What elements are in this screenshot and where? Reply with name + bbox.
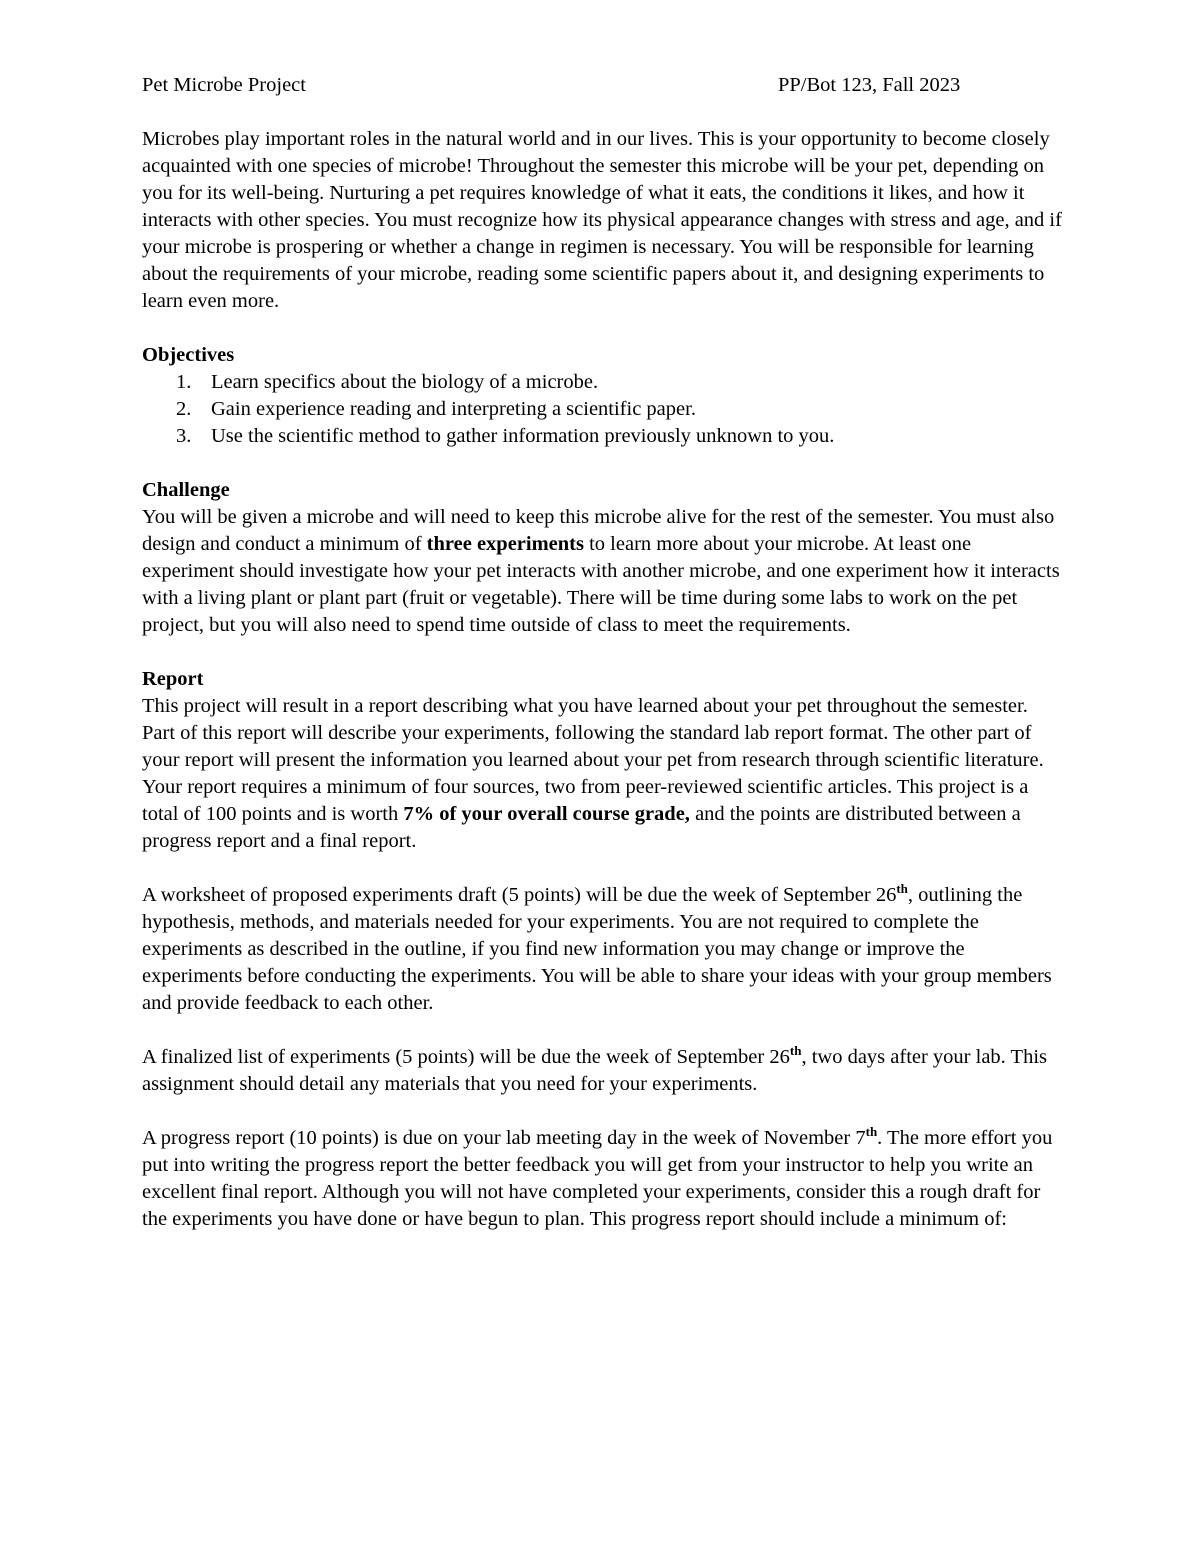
list-item-number: 2. (176, 398, 192, 420)
worksheet-text-before: A worksheet of proposed experiments draft (5 points) will be due the week of September 26 (142, 884, 897, 906)
list-item-text: Gain experience reading and interpreting a scientific paper. (211, 398, 696, 420)
worksheet-text-after: , outlining the hypothesis, methods, and materials needed for your experiments. You are not required to complete the experiments as described in the outline, if you find new information you may change or improve the experiments before conducting the experiments. You will be able to share your ideas with your group members and provide feedback to each other. (142, 884, 1052, 1014)
list-item-number: 1. (176, 371, 192, 393)
document-page (142, 72, 1062, 1260)
progress-report-paragraph (142, 1125, 1062, 1233)
worksheet-paragraph (142, 882, 1062, 1017)
challenge-text-after: to learn more about your microbe. At least one experiment should investigate how your pet interacts with another microbe, and one experiment how it interacts with a living plant or plant part (fruit or vegetable). There will be time during some labs to work on the pet project, but you will also need to spend time outside of class to meet the requirements. (142, 533, 1060, 636)
header-project-title: Pet Microbe Project (142, 74, 306, 96)
objectives-list (142, 369, 1062, 450)
report-heading: Report (142, 668, 204, 690)
challenge-heading: Challenge (142, 479, 230, 501)
header-course-term: PP/Bot 123, Fall 2023 (778, 74, 961, 96)
challenge-bold-text: three experiments (426, 533, 584, 555)
challenge-section (142, 477, 1062, 639)
list-item (142, 423, 1062, 450)
list-item-text: Learn specifics about the biology of a microbe. (211, 371, 599, 393)
report-paragraph (142, 693, 1062, 855)
finalized-text-before: A finalized list of experiments (5 points) will be due the week of September 26 (142, 1046, 790, 1068)
report-text-after: and the points are distributed between a progress report and a final report. (142, 803, 1021, 852)
list-item-number: 3. (176, 425, 192, 447)
finalized-text-after: , two days after your lab. This assignment should detail any materials that you need for your experiments. (142, 1046, 1048, 1095)
objectives-section (142, 342, 1062, 450)
finalized-list-paragraph (142, 1044, 1062, 1098)
list-item (142, 369, 1062, 396)
objectives-heading: Objectives (142, 344, 235, 366)
report-section (142, 666, 1062, 855)
progress-text-after: . The more effort you put into writing the progress report the better feedback you will get from your instructor to help you write an excellent final report. Although you will not have completed your experiments, consider this a rough draft for the experiments you have done or have begun to plan. This progress report should include a minimum of: (142, 1127, 1053, 1230)
progress-ordinal: th (865, 1124, 878, 1140)
finalized-ordinal: th (789, 1043, 802, 1059)
progress-text-before: A progress report (10 points) is due on your lab meeting day in the week of November 7 (142, 1127, 866, 1149)
list-item (142, 396, 1062, 423)
list-item-text: Use the scientific method to gather information previously unknown to you. (211, 425, 835, 447)
challenge-text-before: You will be given a microbe and will need to keep this microbe alive for the rest of the semester. You must also design and conduct a minimum of (142, 506, 1055, 555)
report-text-before: This project will result in a report describing what you have learned about your pet throughout the semester. Part of this report will describe your experiments, following the standard lab report format. The other part of your report will present the information you learned about your pet from research through scientific literature. Your report requires a minimum of four sources, two from peer-reviewed scientific articles. This project is a total of 100 points and is worth (142, 695, 1044, 825)
worksheet-ordinal: th (896, 881, 908, 897)
intro-paragraph: Microbes play important roles in the natural world and in our lives. This is your opportunity to become closely acquainted with one species of microbe! Throughout the semester this microbe will be your pet, depending on you for its well-being. Nurturing a pet requires knowledge of what it eats, the conditions it likes, and how it interacts with other species. You must recognize how its physical appearance changes with stress and age, and if your microbe is prospering or whether a change in regimen is necessary. You will be responsible for learning about the requirements of your microbe, reading some scientific papers about it, and designing experiments to learn even more. (142, 128, 1062, 312)
challenge-paragraph (142, 504, 1062, 639)
page-header (142, 72, 1062, 99)
report-bold-text: 7% of your overall course grade, (403, 803, 690, 825)
